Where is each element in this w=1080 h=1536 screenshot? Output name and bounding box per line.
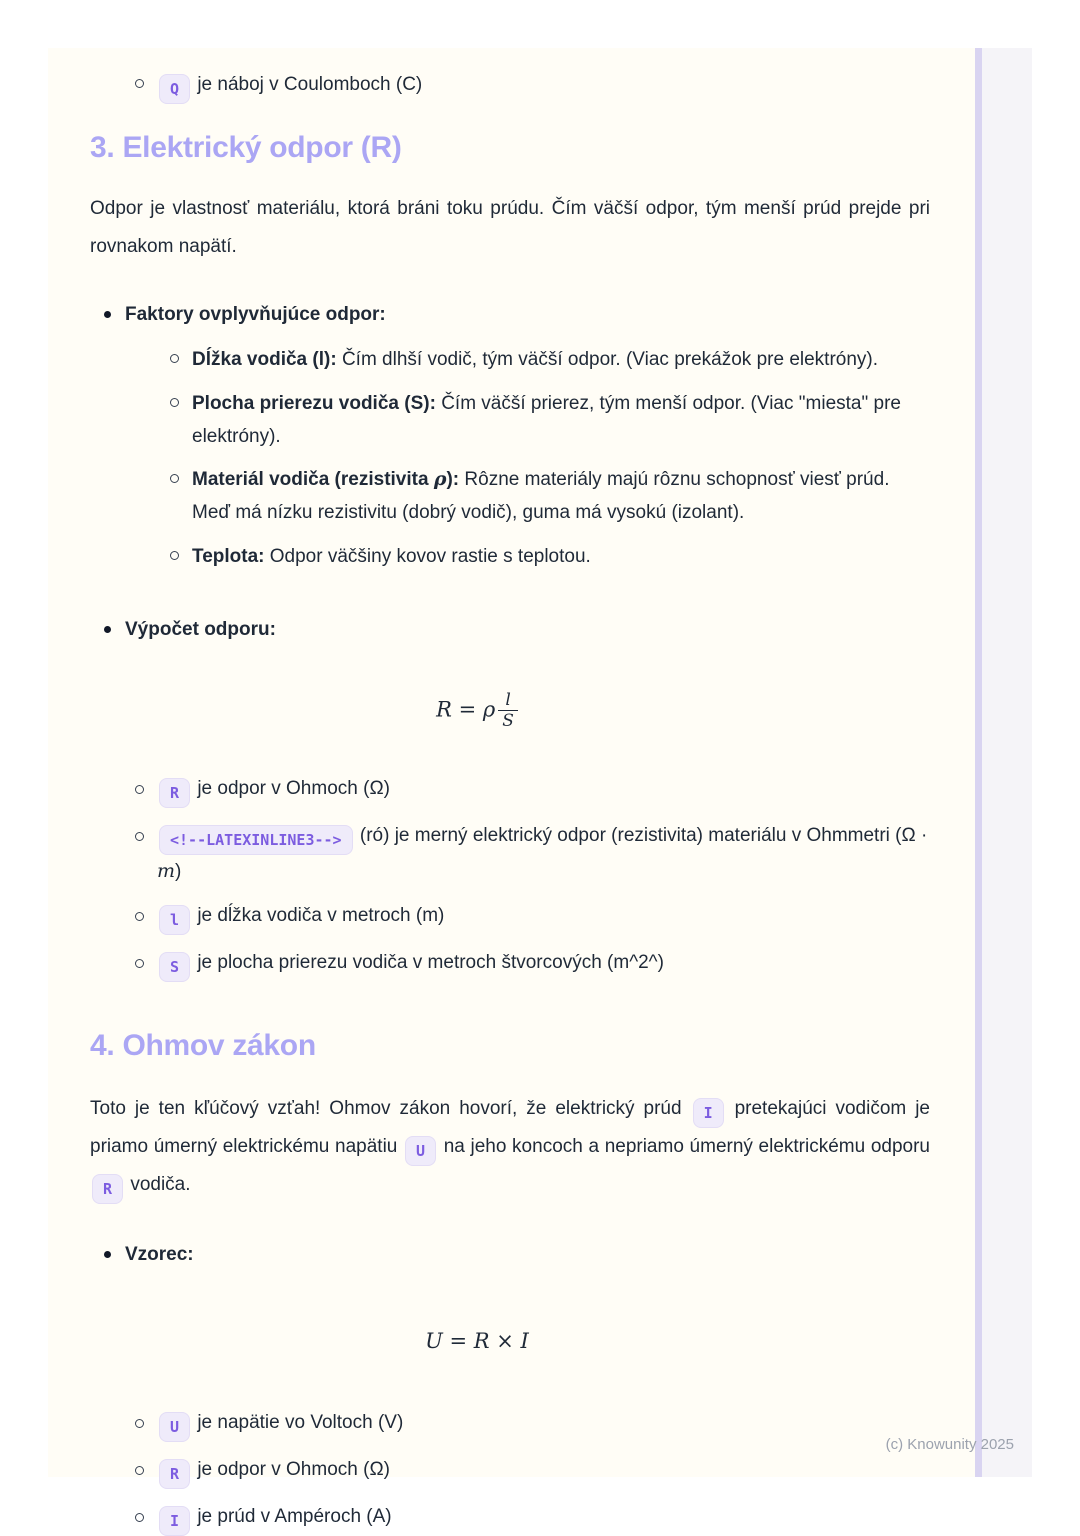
inline-code-i: I — [693, 1098, 724, 1128]
factors-label: Faktory ovplyvňujúce odpor: — [125, 304, 386, 325]
paragraph-text: Toto je ten kľúčový vzťah! Ohmov zákon hovorí, že elektrický prúd — [90, 1098, 682, 1120]
legend-text: (ró) je merný elektrický odpor (rezistivita) materiálu v Ohmmetri (Ω · — [359, 824, 928, 846]
factor-term: Teplota: — [192, 545, 265, 567]
factor-text: Čím väčší prierez, tým menší odpor. (Viac "miesta" pre elektróny). — [192, 392, 901, 447]
section-4-heading: 4. Ohmov zákon — [90, 1029, 316, 1063]
bullet-disc-icon — [104, 311, 111, 318]
factor-text: Odpor väčšiny kovov rastie s teplotou. — [269, 545, 591, 567]
bullet-disc-icon — [104, 626, 111, 633]
document-card — [48, 48, 1032, 1531]
inline-code-r: R — [159, 778, 190, 808]
list-item — [90, 298, 930, 573]
list-item — [135, 1406, 930, 1442]
bullet-circle-icon — [170, 474, 179, 483]
legend-text: je dĺžka vodiča v metroch (m) — [197, 905, 445, 927]
factor-term: Dĺžka vodiča (l): — [192, 349, 337, 371]
paragraph-text: vodiča. — [130, 1174, 191, 1196]
bullet-circle-icon — [135, 832, 144, 841]
bullet-circle-icon — [135, 1513, 144, 1522]
list-item — [135, 772, 930, 808]
copyright-watermark: (c) Knowunity 2025 — [885, 1436, 1014, 1453]
inline-code-q: Q — [159, 74, 190, 104]
list-item — [170, 387, 930, 454]
document-content — [48, 48, 1032, 1536]
paragraph-text: pretekajúci vodičom je priamo úmerný elektrickému napätiu — [90, 1098, 930, 1158]
inline-code-u: U — [159, 1412, 190, 1442]
section-3-heading: 3. Elektrický odpor (R) — [90, 131, 402, 164]
inline-code-i: I — [159, 1506, 190, 1536]
vzorec-label: Vzorec: — [125, 1244, 194, 1266]
legend-text: je odpor v Ohmoch (Ω) — [197, 777, 390, 799]
section-4-paragraph — [90, 1090, 930, 1204]
legend-text: je plocha prierezu vodiča v metroch štvorcových (m^2^) — [197, 952, 664, 974]
formula-rho: ρ — [482, 697, 496, 722]
list-item — [90, 1238, 930, 1271]
bullet-circle-icon — [135, 785, 144, 794]
factor-term: ): — [446, 469, 460, 490]
fraction-numerator: l — [505, 690, 511, 710]
bullet-circle-icon — [135, 1466, 144, 1475]
ohms-law-formula: U = R × I — [425, 1329, 529, 1354]
bullet-disc-icon — [104, 1251, 111, 1258]
inline-code-u: U — [405, 1136, 436, 1166]
bullet-circle-icon — [170, 398, 179, 407]
list-item — [170, 540, 930, 573]
section-3-intro: Odpor je vlastnosť materiálu, ktorá bráni toku prúdu. Čím väčší odpor, tým menší prúd prejde pri rovnakom napätí. — [90, 198, 930, 257]
list-item — [135, 819, 930, 888]
list-item — [135, 899, 930, 935]
inline-code-r: R — [159, 1459, 190, 1489]
formula-lhs: R = — [436, 697, 483, 722]
calc-label: Výpočet odporu: — [125, 618, 276, 640]
inline-code-s: S — [159, 952, 190, 982]
list-item — [135, 1453, 930, 1489]
bullet-circle-icon — [135, 79, 144, 88]
bullet-circle-icon — [135, 959, 144, 968]
list-item — [170, 343, 930, 376]
resistance-formula — [90, 690, 930, 732]
legend-text: je odpor v Ohmoch (Ω) — [197, 1459, 390, 1481]
factor-text: Čím dlhší vodič, tým väčší odpor. (Viac prekážok pre elektróny). — [341, 349, 879, 371]
inline-code-latex-placeholder: <!--LATEXINLINE3--> — [159, 825, 353, 855]
factor-term: Plocha prierezu vodiča (S): — [192, 392, 436, 414]
list-item — [90, 613, 930, 646]
list-item — [135, 1500, 930, 1536]
inline-code-l: l — [159, 905, 190, 935]
legend-text: je prúd v Ampéroch (A) — [197, 1506, 392, 1528]
bullet-circle-icon — [135, 912, 144, 921]
legend-text: ) — [175, 860, 182, 882]
fraction-denominator: S — [498, 710, 518, 731]
list-item — [135, 68, 930, 104]
list-item-text: je náboj v Coulomboch (C) — [197, 74, 423, 95]
factor-text: Rôzne materiály majú rôznu schopnosť viesť prúd. Meď má nízku rezistivitu (dobrý vodič), guma má vysokú (izolant). — [192, 469, 890, 524]
rho-symbol: ρ — [433, 468, 447, 490]
paragraph-text: na jeho koncoch a nepriamo úmerný elektrickému odporu — [443, 1136, 931, 1158]
list-item — [170, 463, 930, 530]
bullet-circle-icon — [170, 551, 179, 560]
inline-code-r: R — [92, 1174, 123, 1204]
factor-term: Materiál vodiča (rezistivita — [192, 469, 429, 490]
bullet-circle-icon — [170, 354, 179, 363]
formula-fraction — [498, 690, 518, 732]
bullet-circle-icon — [135, 1419, 144, 1428]
legend-text: je napätie vo Voltoch (V) — [197, 1412, 404, 1434]
list-item — [135, 946, 930, 982]
unit-m-symbol: m — [157, 859, 176, 882]
